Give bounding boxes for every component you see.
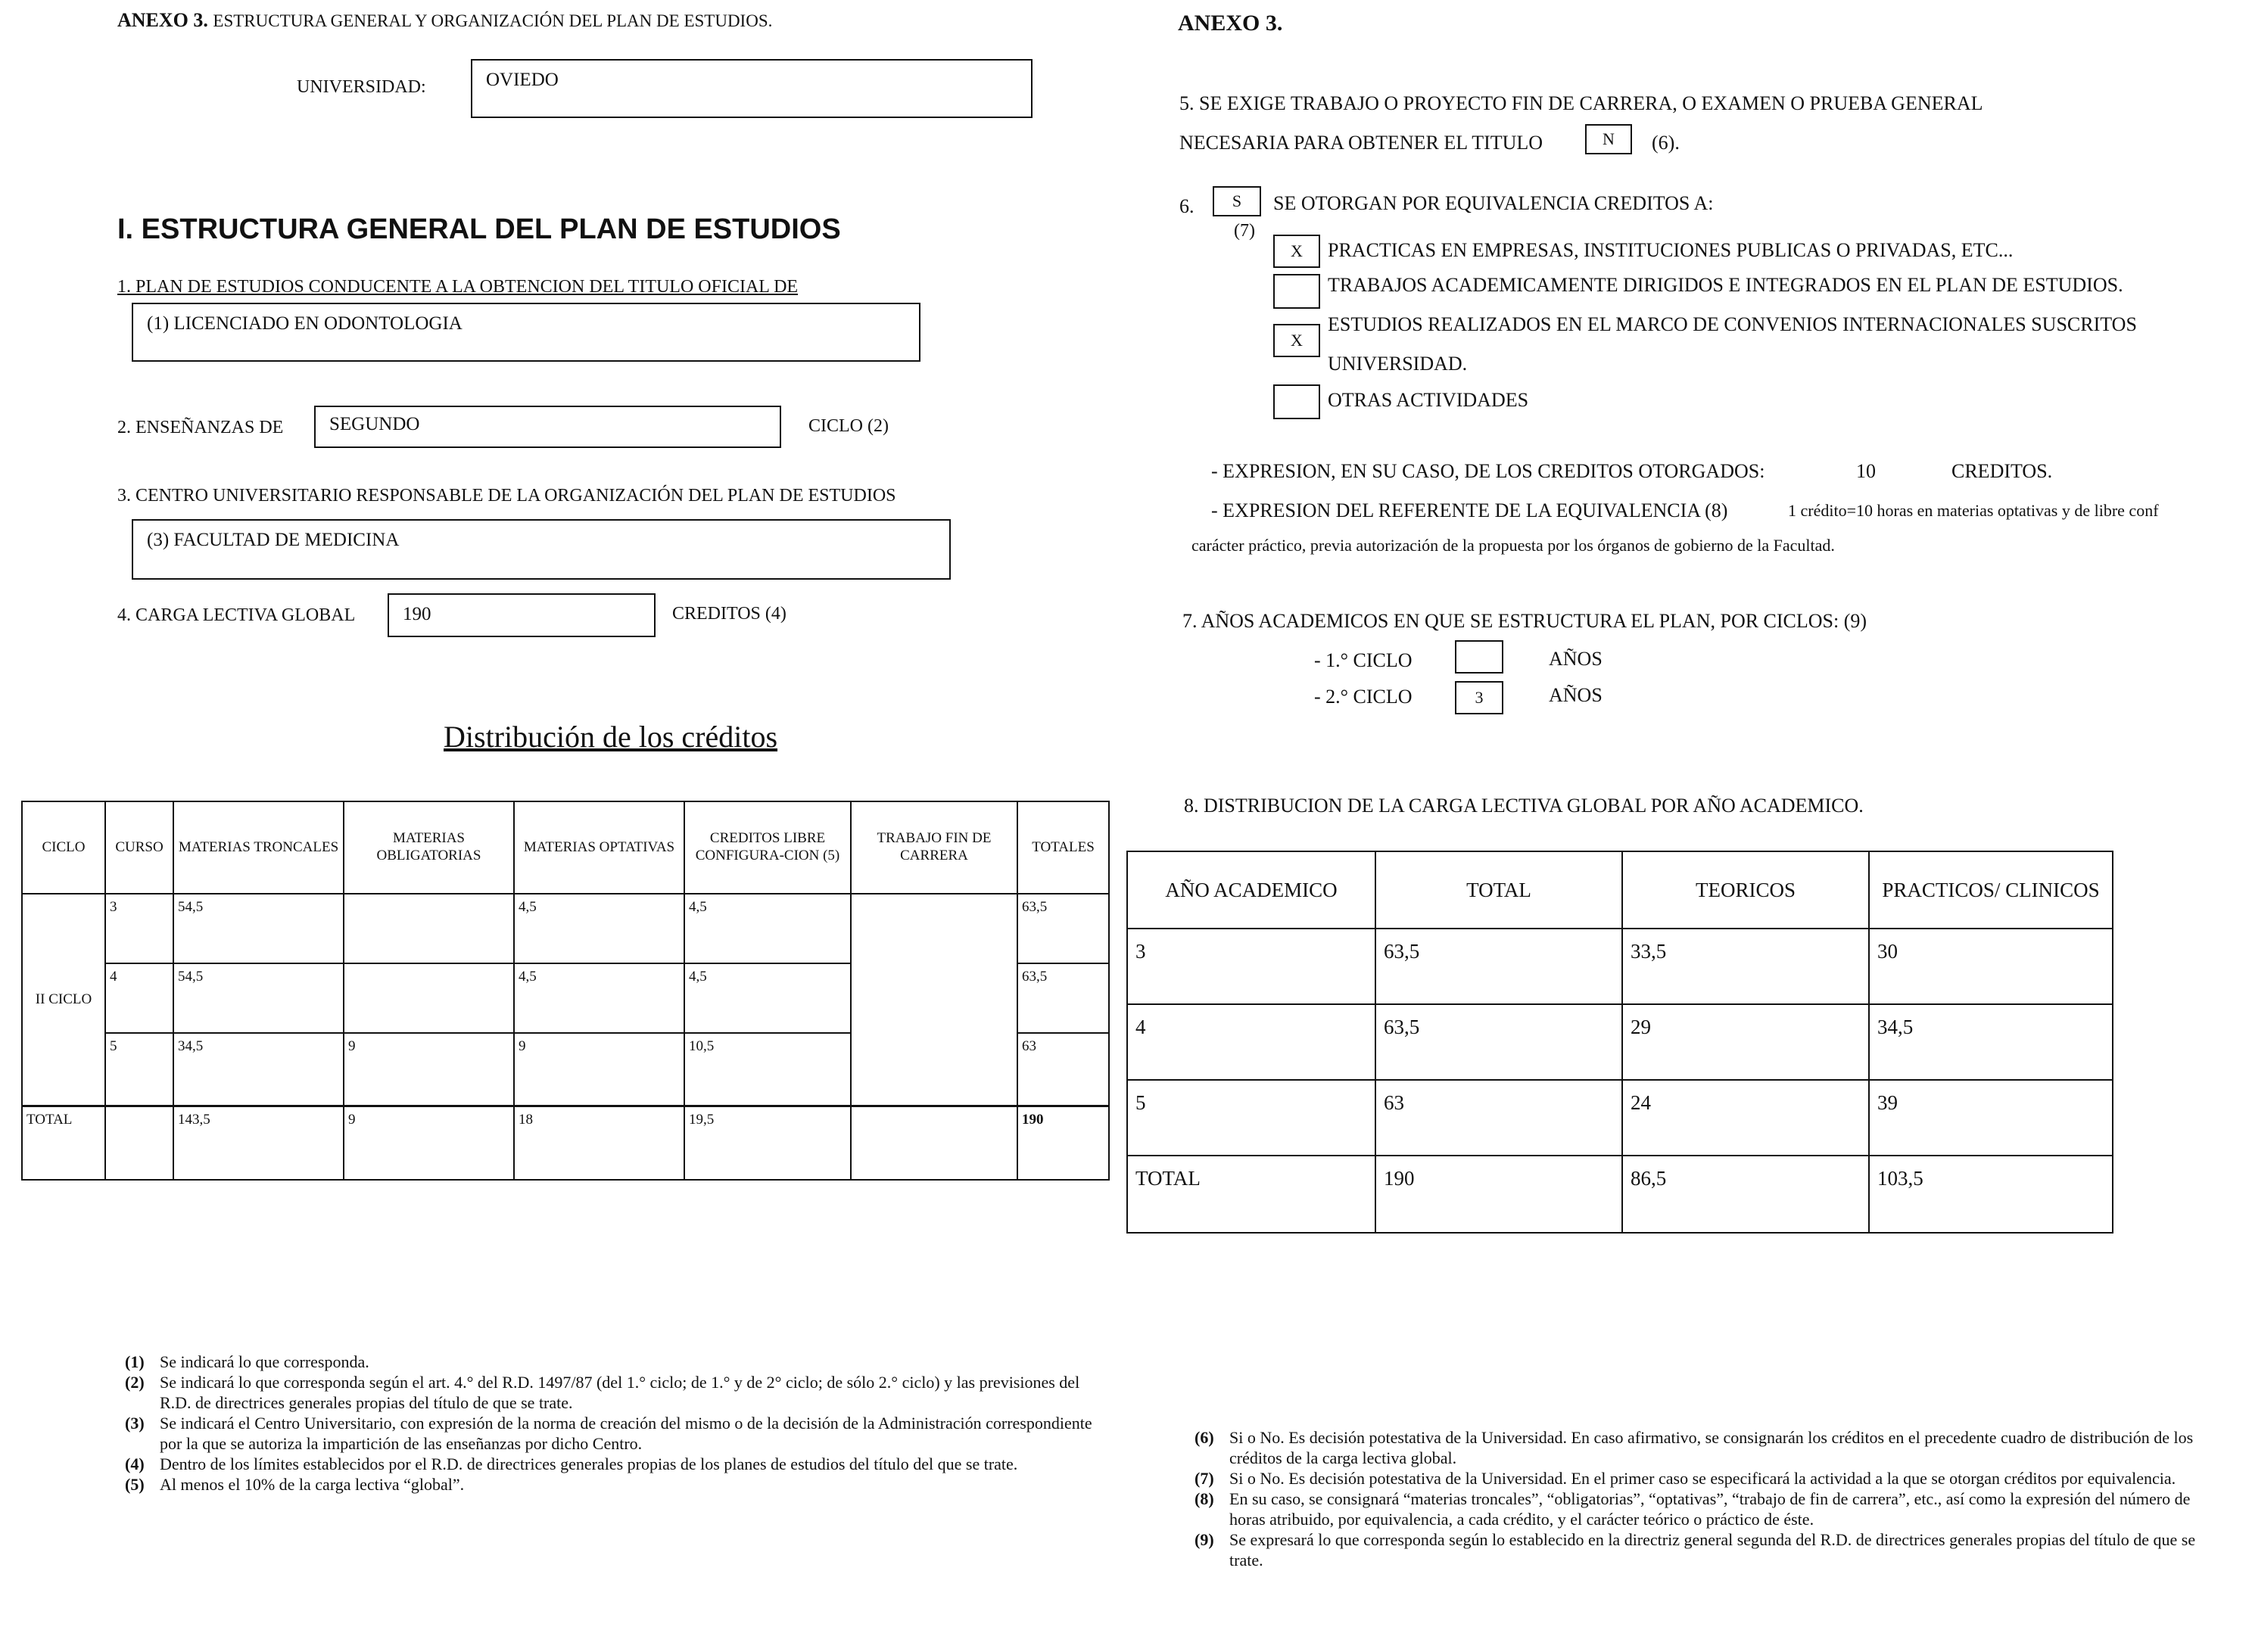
footnote xyxy=(1195,1529,2224,1570)
footnote xyxy=(1195,1468,2224,1489)
cell-curso xyxy=(105,1106,173,1180)
footnote-text: Se expresará lo que corresponda según lo establecido en la directriz general segunda del R.D. de directrices generales propias del título de que se trate. xyxy=(1229,1530,2196,1570)
dist-header-optativas: MATERIAS OPTATIVAS xyxy=(514,801,684,894)
item5-line2: NECESARIA PARA OBTENER EL TITULO xyxy=(1179,132,1543,154)
dist-header-curso: CURSO xyxy=(105,801,173,894)
cell-total: 190 xyxy=(1375,1156,1622,1233)
total-optativas: 18 xyxy=(514,1106,684,1180)
annex-label: ANEXO 3. xyxy=(117,9,208,31)
cell-obligatorias xyxy=(344,963,514,1033)
item6-note: (7) xyxy=(1234,221,1255,241)
cell-obligatorias: 9 xyxy=(344,1033,514,1106)
cell-optativas: 4,5 xyxy=(514,894,684,963)
footnote xyxy=(1195,1489,2224,1529)
cell-practicos: 34,5 xyxy=(1869,1004,2113,1080)
cell-libre: 4,5 xyxy=(684,894,851,963)
total-totales: 190 xyxy=(1017,1106,1109,1180)
cell-totales: 63,5 xyxy=(1017,894,1109,963)
cell-total: 63 xyxy=(1375,1080,1622,1156)
ciclo2-box[interactable] xyxy=(1455,681,1503,714)
cell-ano: 4 xyxy=(1127,1004,1375,1080)
expr1-value: 10 xyxy=(1856,460,1876,482)
annex-subtitle: ESTRUCTURA GENERAL Y ORGANIZACIÓN DEL PLAN DE ESTUDIOS. xyxy=(213,11,773,30)
cell-curso: 5 xyxy=(105,1033,173,1106)
option-checkbox-trabajos[interactable] xyxy=(1273,274,1320,309)
cell-practicos: 103,5 xyxy=(1869,1156,2113,1233)
ensenanzas-value: SEGUNDO xyxy=(329,414,420,434)
cell-teoricos: 33,5 xyxy=(1622,929,1869,1004)
dist-header-trabajo: TRABAJO FIN DE CARRERA xyxy=(851,801,1017,894)
total-row xyxy=(22,1106,1109,1180)
option-text-estudios-2: UNIVERSIDAD. xyxy=(1328,353,1468,375)
footnote-text: En su caso, se consignará “materias troncales”, “obligatorias”, “optativas”, “trabajo de fin de carrera”, etc., así como la expresión del número de horas atribuido, por equivalencia, a cada crédito, y el carácter teórico o práctico de éste. xyxy=(1229,1489,2191,1529)
cell-optativas: 9 xyxy=(514,1033,684,1106)
footnote xyxy=(125,1413,1101,1454)
footnote xyxy=(125,1372,1101,1413)
cell-optativas: 4,5 xyxy=(514,963,684,1033)
item2-suffix: CICLO (2) xyxy=(808,416,889,436)
item1-label: 1. PLAN DE ESTUDIOS CONDUCENTE A LA OBTENCION DEL TITULO OFICIAL DE xyxy=(117,277,799,297)
universidad-label: UNIVERSIDAD: xyxy=(297,77,426,97)
option-text-estudios: ESTUDIOS REALIZADOS EN EL MARCO DE CONVENIOS INTERNACIONALES SUSCRITOS xyxy=(1328,313,2137,335)
annex-header-right: ANEXO 3. xyxy=(1178,11,1283,36)
cell-obligatorias xyxy=(344,894,514,963)
ann-header-teoricos: TEORICOS xyxy=(1622,851,1869,929)
titulo-value: (1) LICENCIADO EN ODONTOLOGIA xyxy=(147,313,463,334)
ciclo1-label: - 1.° CICLO xyxy=(1314,649,1413,671)
footnote-num: (9) xyxy=(1195,1530,1214,1549)
footnote xyxy=(125,1474,1101,1495)
cell-teoricos: 29 xyxy=(1622,1004,1869,1080)
item4-suffix: CREDITOS (4) xyxy=(672,604,786,624)
centro-value: (3) FACULTAD DE MEDICINA xyxy=(147,530,400,550)
option-mark: X xyxy=(1291,241,1303,260)
cell-practicos: 39 xyxy=(1869,1080,2113,1156)
total-trabajo xyxy=(851,1106,1017,1180)
annual-load-table xyxy=(1126,851,2113,1234)
ciclo2-value: 3 xyxy=(1475,688,1484,707)
item6-value-box[interactable] xyxy=(1213,186,1261,216)
footnote-text: Si o No. Es decisión potestativa de la Universidad. En el primer caso se especificará la actividad a la que se otorgan créditos por equivalencia. xyxy=(1229,1469,2176,1488)
universidad-field[interactable] xyxy=(471,59,1033,118)
footnote-text: Se indicará lo que corresponda. xyxy=(160,1352,369,1371)
titulo-field[interactable] xyxy=(132,303,920,362)
item8-label: 8. DISTRIBUCION DE LA CARGA LECTIVA GLOBAL POR AÑO ACADEMICO. xyxy=(1184,795,1864,817)
table-row xyxy=(1127,1080,2113,1156)
expr2-label: - EXPRESION DEL REFERENTE DE LA EQUIVALENCIA (8) xyxy=(1211,499,1728,521)
centro-field[interactable] xyxy=(132,519,951,580)
total-label: TOTAL xyxy=(22,1106,105,1180)
footnote-num: (2) xyxy=(125,1373,145,1392)
ann-header-ano: AÑO ACADEMICO xyxy=(1127,851,1375,929)
ann-header-practicos: PRACTICOS/ CLINICOS xyxy=(1869,851,2113,929)
item4-label: 4. CARGA LECTIVA GLOBAL xyxy=(117,605,356,625)
footnotes-left xyxy=(125,1352,1101,1495)
ann-header-row xyxy=(1127,851,2113,929)
dist-header-row xyxy=(22,801,1109,894)
total-row xyxy=(1127,1156,2113,1233)
option-checkbox-estudios[interactable] xyxy=(1273,324,1320,357)
footnote-text: Dentro de los límites establecidos por el R.D. de directrices generales propias de los planes de estudios del título del que se trate. xyxy=(160,1454,1018,1473)
cell-troncales: 54,5 xyxy=(173,963,344,1033)
footnote xyxy=(1195,1427,2224,1468)
cell-libre: 10,5 xyxy=(684,1033,851,1106)
table-row xyxy=(1127,929,2113,1004)
ciclo2-unit: AÑOS xyxy=(1549,684,1603,706)
cell-ano: TOTAL xyxy=(1127,1156,1375,1233)
dist-header-troncales: MATERIAS TRONCALES xyxy=(173,801,344,894)
footnotes-right xyxy=(1195,1427,2224,1570)
total-libre: 19,5 xyxy=(684,1106,851,1180)
cell-total: 63,5 xyxy=(1375,1004,1622,1080)
expr1-label: - EXPRESION, EN SU CASO, DE LOS CREDITOS OTORGADOS: xyxy=(1211,460,1765,482)
cell-teoricos: 86,5 xyxy=(1622,1156,1869,1233)
item5-value: N xyxy=(1603,129,1615,148)
footnote-num: (6) xyxy=(1195,1428,1214,1447)
ciclo-label: II CICLO xyxy=(22,894,105,1106)
cell-libre: 4,5 xyxy=(684,963,851,1033)
ensenanzas-field[interactable] xyxy=(314,406,781,448)
ann-header-total: TOTAL xyxy=(1375,851,1622,929)
cell-troncales: 34,5 xyxy=(173,1033,344,1106)
total-troncales: 143,5 xyxy=(173,1106,344,1180)
footnote-text: Al menos el 10% de la carga lectiva “global”. xyxy=(160,1475,465,1494)
option-checkbox-practicas[interactable] xyxy=(1273,235,1320,268)
footnote xyxy=(125,1454,1101,1474)
footnote-text: Se indicará lo que corresponda según el art. 4.° del R.D. 1497/87 (del 1.° ciclo; de 1.° y de 2° ciclo; de sólo 2.° ciclo) y las previsiones del R.D. de directrices generales propias del título de que se trate. xyxy=(160,1373,1080,1412)
section-title: I. ESTRUCTURA GENERAL DEL PLAN DE ESTUDIOS xyxy=(117,213,841,245)
item6-num: 6. xyxy=(1179,195,1195,217)
footnote-num: (1) xyxy=(125,1352,145,1371)
dist-header-totales: TOTALES xyxy=(1017,801,1109,894)
option-text-practicas: PRACTICAS EN EMPRESAS, INSTITUCIONES PUBLICAS O PRIVADAS, ETC... xyxy=(1328,239,2014,261)
cell-totales: 63,5 xyxy=(1017,963,1109,1033)
item5-value-box[interactable] xyxy=(1585,124,1632,154)
item7-label: 7. AÑOS ACADEMICOS EN QUE SE ESTRUCTURA EL PLAN, POR CICLOS: (9) xyxy=(1182,610,1867,632)
item6-value: S xyxy=(1232,191,1242,210)
cell-practicos: 30 xyxy=(1869,929,2113,1004)
universidad-value: OVIEDO xyxy=(486,70,559,90)
dist-header-obligatorias: MATERIAS OBLIGATORIAS xyxy=(344,801,514,894)
option-mark: X xyxy=(1291,331,1303,350)
expr2-text: 1 crédito=10 horas en materias optativas y de libre conf xyxy=(1788,501,2159,520)
expr1-unit: CREDITOS. xyxy=(1951,460,2053,482)
cell-totales: 63 xyxy=(1017,1033,1109,1106)
credit-distribution-table xyxy=(21,801,1110,1181)
carga-value: 190 xyxy=(403,604,431,624)
ciclo2-label: - 2.° CICLO xyxy=(1314,686,1413,708)
annex-header-left xyxy=(117,9,772,32)
item5-suffix: (6). xyxy=(1652,132,1680,154)
cell-total: 63,5 xyxy=(1375,929,1622,1004)
expr2-text2: carácter práctico, previa autorización de la propuesta por los órganos de gobierno de la Facultad. xyxy=(1191,536,1835,555)
footnote xyxy=(125,1352,1101,1372)
cell-curso: 3 xyxy=(105,894,173,963)
dist-title: Distribución de los créditos xyxy=(444,720,778,754)
cell-teoricos: 24 xyxy=(1622,1080,1869,1156)
dist-header-ciclo: CICLO xyxy=(22,801,105,894)
item2-label: 2. ENSEÑANZAS DE xyxy=(117,418,284,437)
item3-label: 3. CENTRO UNIVERSITARIO RESPONSABLE DE LA ORGANIZACIÓN DEL PLAN DE ESTUDIOS xyxy=(117,486,896,506)
dist-header-libre: CREDITOS LIBRE CONFIGURA-CION (5) xyxy=(684,801,851,894)
total-obligatorias: 9 xyxy=(344,1106,514,1180)
cell-troncales: 54,5 xyxy=(173,894,344,963)
footnote-text: Se indicará el Centro Universitario, con expresión de la norma de creación del mismo o de la decisión de la Administración correspondiente por la que se autoriza la impartición de las enseñanzas por dicho Centro. xyxy=(160,1414,1092,1453)
option-checkbox-otras[interactable] xyxy=(1273,384,1320,419)
footnote-num: (4) xyxy=(125,1454,145,1473)
cell-curso: 4 xyxy=(105,963,173,1033)
footnote-num: (3) xyxy=(125,1414,145,1433)
carga-field[interactable] xyxy=(388,593,656,637)
cell-ano: 5 xyxy=(1127,1080,1375,1156)
option-text-otras: OTRAS ACTIVIDADES xyxy=(1328,389,1529,411)
cell-trabajo xyxy=(851,894,1017,1106)
footnote-text: Si o No. Es decisión potestativa de la Universidad. En caso afirmativo, se consignarán los créditos en el precedente cuadro de distribución de los créditos de la carga lectiva global. xyxy=(1229,1428,2194,1467)
cell-ano: 3 xyxy=(1127,929,1375,1004)
footnote-num: (5) xyxy=(125,1475,145,1494)
table-row xyxy=(1127,1004,2113,1080)
ciclo1-unit: AÑOS xyxy=(1549,648,1603,670)
footnote-num: (7) xyxy=(1195,1469,1214,1488)
ciclo1-box[interactable] xyxy=(1455,640,1503,674)
table-row xyxy=(22,894,1109,963)
item5-line1: 5. SE EXIGE TRABAJO O PROYECTO FIN DE CARRERA, O EXAMEN O PRUEBA GENERAL xyxy=(1179,92,1983,114)
option-text-trabajos: TRABAJOS ACADEMICAMENTE DIRIGIDOS E INTEGRADOS EN EL PLAN DE ESTUDIOS. xyxy=(1328,274,2123,296)
footnote-num: (8) xyxy=(1195,1489,1214,1508)
item6-label: SE OTORGAN POR EQUIVALENCIA CREDITOS A: xyxy=(1273,192,1714,214)
